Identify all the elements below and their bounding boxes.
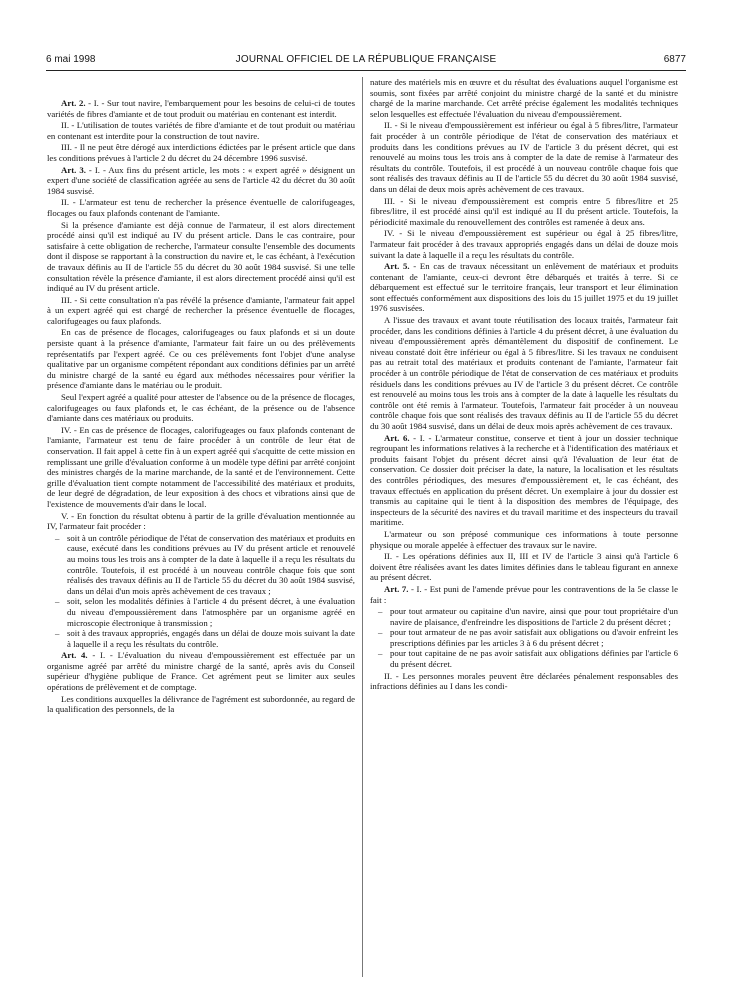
article-heading: Art. 7.	[384, 583, 409, 594]
dash-bullet: –	[378, 627, 383, 638]
column-divider	[362, 77, 363, 977]
paragraph	[370, 551, 678, 583]
article-heading: Art. 2.	[61, 98, 86, 108]
paragraph	[47, 220, 355, 294]
article-heading: Art. 4.	[61, 650, 88, 661]
paragraph	[47, 392, 355, 424]
article-paragraph	[47, 98, 355, 119]
paragraph	[47, 197, 355, 218]
paragraph-text: - En cas de travaux nécessitant un enlèvement de matériaux et produits contenant de l'amiante, ceux-ci devront être débarqués et traités à terre. Si ce débarquement est effectué sur le territoire français, leur transport et leur élimination sont effectués conformément aux dispositions des lois du 15 juillet 1975 et du 19 juillet 1976 susvisées.	[370, 261, 678, 314]
dash-bullet: –	[55, 596, 60, 607]
paragraph-text: - I. - L'évaluation du niveau d'empoussièrement est effectuée par un organisme agréé par arrêté du ministre chargé de la santé, après avis du Conseil supérieur d'hygiène publique de France. Cet agrément peut se limiter aux seules opérations de prélèvement et de comptage.	[47, 650, 355, 693]
list-item	[47, 628, 355, 649]
list-item-text: pour tout capitaine de ne pas avoir satisfait aux obligations définies par l'article 6 du présent décret.	[390, 648, 678, 670]
left-column	[47, 98, 355, 716]
paragraph-text: II. - Si le niveau d'empoussièrement est inférieur ou égal à 5 fibres/litre, l'armateur fait procéder à un contrôle périodique de l'état de conservation des matériaux et produits dans les conditions prévues au IV de l'article 3 du présent décret, qui est renouvelé au moins tous les trois ans à compter de la date de remise à l'armateur des résultats du contrôle. Toutefois, il est procédé à un nouveau contrôle chaque fois que sont réalisés des travaux définis au II de l'article 55 du décret du 30 août 1984 susvisé, dans un délai de deux mois après achèvement de ces travaux.	[370, 120, 678, 194]
article-paragraph	[370, 584, 678, 605]
paragraph	[370, 196, 678, 228]
paragraph-text: IV. - En cas de présence de flocages, calorifugeages ou faux plafonds contenant de l'amiante, l'armateur est tenu de faire procéder à un contrôle de leur état de conservation. Il fait appel à cette fin à un expert agréé qui s'acquitte de cette mission en remplissant une grille d'évaluation conforme à un modèle type défini par arrêté conjoint des ministres chargés de la marine marchande, de la santé et de l'environnement. Cette grille d'évaluation tient compte notamment de l'accessibilité des matériaux et produits, de leur degré de dégradation, de leur exposition à des chocs et vibrations ainsi que de l'existence de mouvements d'air dans le local.	[47, 424, 355, 509]
list-item	[370, 606, 678, 627]
dash-bullet: –	[378, 606, 383, 617]
article-paragraph	[370, 433, 678, 528]
dash-bullet: –	[55, 628, 60, 639]
paragraph-text: III. - Si cette consultation n'a pas révélé la présence d'amiante, l'armateur fait appel à un expert agréé qui est chargé de rechercher la présence éventuelle de flocages, calorifugeages ou faux plafonds.	[47, 294, 355, 326]
paragraph-text: - I. - Aux fins du présent article, les mots : « expert agréé » désignent un expert d'une société de classification agréée au sens de l'article 42 du décret du 30 août 1984 susvisé.	[47, 164, 355, 196]
list-item	[370, 648, 678, 669]
header-date: 6 mai 1998	[46, 54, 96, 65]
paragraph-text: - I. - L'armateur constitue, conserve et tient à jour un dossier technique regroupant les informations relatives à la recherche et à l'identification des matériaux et produits faisant l'objet du présent décret ainsi qu'à l'évaluation de leur état de conservation. Ce dossier doit préciser la date, la nature, la localisation et les résultats des contrôles périodiques, des mesures d'empoussièrement et, le cas échéant, des travaux effectués en application du présent décret. Un exemplaire à jour du dossier est transmis au capitaine qui le tient à la disposition des membres de l'équipage, des inspecteurs de la sécurité des navires et du travail maritime et des inspecteurs du travail maritime.	[370, 432, 678, 528]
list-item-text: pour tout armateur ou capitaine d'un navire, ainsi que pour tout propriétaire d'un navire de plaisance, d'enfreindre les dispositions de l'article 2 du présent décret ;	[390, 606, 678, 627]
article-paragraph	[47, 650, 355, 692]
list-item	[47, 596, 355, 628]
paragraph-text: L'armateur ou son préposé communique ces informations à toute personne physique ou morale appelée à effectuer des travaux sur le navire.	[370, 528, 678, 550]
paragraph	[370, 120, 678, 194]
paragraph-text: - I. - Sur tout navire, l'embarquement pour les besoins de celui-ci de toutes variétés de fibres d'amiante et de tout produit ou matériau en contenant est interdit.	[47, 98, 355, 119]
list-item-text: soit à un contrôle périodique de l'état de conservation des matériaux et produits en cause, exécuté dans les conditions prévues au IV du présent article et renouvelé au moins tous les trois ans à compter de la date à laquelle il a reçu les résultats du contrôle. Toutefois, il est procédé à un nouveau contrôle chaque fois que sont réalisés des travaux définis au II de l'article 55 du décret du 30 août 1984 susvisé, dans un délai d'un mois après achèvement de ces travaux ;	[67, 532, 355, 596]
paragraph-text: V. - En fonction du résultat obtenu à partir de la grille d'évaluation mentionnée au IV, l'armateur fait procéder :	[47, 510, 355, 532]
paragraph	[47, 120, 355, 141]
header-rule	[46, 70, 686, 71]
paragraph-text: En cas de présence de flocages, calorifugeages ou faux plafonds et si un doute persiste quant à la présence d'amiante, l'armateur fait faire un ou des prélèvements représentatifs par l'expert agréé. Ce ou ces prélèvements font l'objet d'une analyse qualitative par un organisme compétent répondant aux conditions définies par un arrêté du ministre chargé de la santé eu égard aux méthodes nécessaires pour vérifier la présence d'amiante dans le matériau ou le produit.	[47, 327, 355, 391]
paragraph-text: A l'issue des travaux et avant toute réutilisation des locaux traités, l'armateur fait procéder, dans les conditions définies à l'article 4 du présent décret, à une évaluation du niveau d'empoussièrement après démantèlement du dispositif de confinement. Le niveau constaté doit être inférieur ou égal à 5 fibres/litre. Si les travaux ne conduisent pas au retrait total des matériaux et produits contenant de l'amiante, l'armateur fait procéder à un contrôle périodique de l'état de conservation de ces matériaux et produits résiduels dans les conditions prévues au IV de l'article 3 du présent décret. Ce contrôle est renouvelé au moins tous les trois ans à compter de la date à laquelle les résultats du contrôle ont été remis à l'armateur. Toutefois, l'armateur fait procéder à un nouveau contrôle chaque fois que sont réalisés des travaux définis au II de l'article 55 du décret du 30 août 1984 susvisé, dans un délai de deux mois après achèvement de ces travaux.	[370, 315, 678, 431]
paragraph	[370, 77, 678, 119]
dash-bullet: –	[378, 648, 383, 659]
journal-title: JOURNAL OFFICIEL DE LA RÉPUBLIQUE FRANÇAISE	[235, 54, 497, 65]
paragraph	[370, 671, 678, 692]
paragraph-text: II. - L'utilisation de toutes variétés de fibre d'amiante et de tout produit ou matériau en contenant est interdite pour la construction de tout navire.	[47, 120, 355, 141]
article-heading: Art. 5.	[384, 261, 410, 272]
paragraph	[47, 511, 355, 532]
list-item-text: soit, selon les modalités définies à l'article 4 du présent décret, à une évaluation du niveau d'empoussièrement dans l'atmosphère par un organisme agréé en microscopie électronique à transmission ;	[67, 596, 355, 628]
paragraph-text: Si la présence d'amiante est déjà connue de l'armateur, il est alors directement procédé ainsi qu'il est indiqué au IV du présent article. Dans le cas contraire, pour satisfaire à cette obligation de recherche, l'armateur consulte l'ensemble des documents dont il dispose se rapportant à la construction du navire et, le cas échéant, à l'exécution de travaux définis au II de l'article 55 du décret du 30 août 1984 susvisé. Si une telle consultation révèle la présence d'amiante, il est alors directement procédé ainsi qu'il est indiqué au IV du présent article.	[47, 219, 355, 294]
page-header	[46, 54, 686, 70]
list-item	[370, 627, 678, 648]
paragraph	[370, 315, 678, 432]
list-item-text: pour tout armateur de ne pas avoir satisfait aux obligations ou d'avoir enfreint les prescriptions définies par les articles 3 à 6 du présent décret ;	[390, 627, 678, 648]
article-paragraph	[47, 165, 355, 197]
article-heading: Art. 6.	[384, 432, 410, 443]
paragraph	[47, 694, 355, 715]
paragraph-text: III. - Si le niveau d'empoussièrement est compris entre 5 fibres/litre et 25 fibres/litre, il est procédé ainsi qu'il est indiqué au II du présent article. Toutefois, la périodicité maximale du renouvellement des contrôles est ramenée à deux ans.	[370, 195, 678, 227]
paragraph	[370, 529, 678, 550]
paragraph	[47, 327, 355, 391]
right-column	[370, 77, 678, 693]
paragraph-text: nature des matériels mis en œuvre et du résultat des évaluations auquel l'organisme est soumis, sont fixées par arrêté conjoint du ministre chargé de la santé et du ministre chargé de la marine marchande. Cet arrêté précise également les modalités techniques selon lesquelles est effectuée l'évaluation du niveau d'empoussièrement.	[370, 77, 678, 119]
article-paragraph	[370, 261, 678, 314]
paragraph-text: IV. - Si le niveau d'empoussièrement est supérieur ou égal à 25 fibres/litre, l'armateur fait procéder à des travaux appropriés engagés dans un délai de douze mois suivant la date à laquelle il a reçu les résultats du contrôle.	[370, 228, 678, 260]
paragraph-text: Seul l'expert agréé a qualité pour attester de l'absence ou de la présence de flocages, calorifugeages ou faux plafonds et, le cas échéant, de la présence ou de l'absence d'amiante dans ces matériaux ou produits.	[47, 392, 355, 424]
article-heading: Art. 3.	[61, 164, 86, 175]
paragraph-text: - I. - Est puni de l'amende prévue pour les contraventions de la 5e classe le fait :	[370, 583, 678, 605]
dash-list	[47, 533, 355, 650]
paragraph	[370, 228, 678, 260]
paragraph	[47, 425, 355, 510]
page-number: 6877	[663, 54, 686, 65]
paragraph-text: III. - Il ne peut être dérogé aux interdictions édictées par le présent article que dans les conditions prévues à l'article 2 du décret du 24 décembre 1996 susvisé.	[47, 142, 355, 163]
paragraph-text: Les conditions auxquelles la délivrance de l'agrément est subordonnée, au regard de la qualification des personnels, de la	[47, 693, 355, 715]
paragraph	[47, 295, 355, 327]
dash-bullet: –	[55, 532, 60, 543]
paragraph-text: II. - Les personnes morales peuvent être déclarées pénalement responsables des infractions définies au I dans les condi-	[370, 670, 678, 692]
paragraph-text: II. - L'armateur est tenu de rechercher la présence éventuelle de calorifugeages, flocages ou faux plafonds contenant de l'amiante.	[47, 197, 355, 218]
paragraph	[47, 142, 355, 163]
paragraph-text: II. - Les opérations définies aux II, III et IV de l'article 3 ainsi qu'à l'article 6 doivent être réalisées avant les dates limites définies dans le tableau figurant en annexe au présent décret.	[370, 551, 678, 583]
list-item	[47, 533, 355, 597]
dash-list	[370, 606, 678, 670]
list-item-text: soit à des travaux appropriés, engagés dans un délai de douze mois suivant la date à laquelle il a reçu les résultats du contrôle.	[67, 628, 355, 649]
